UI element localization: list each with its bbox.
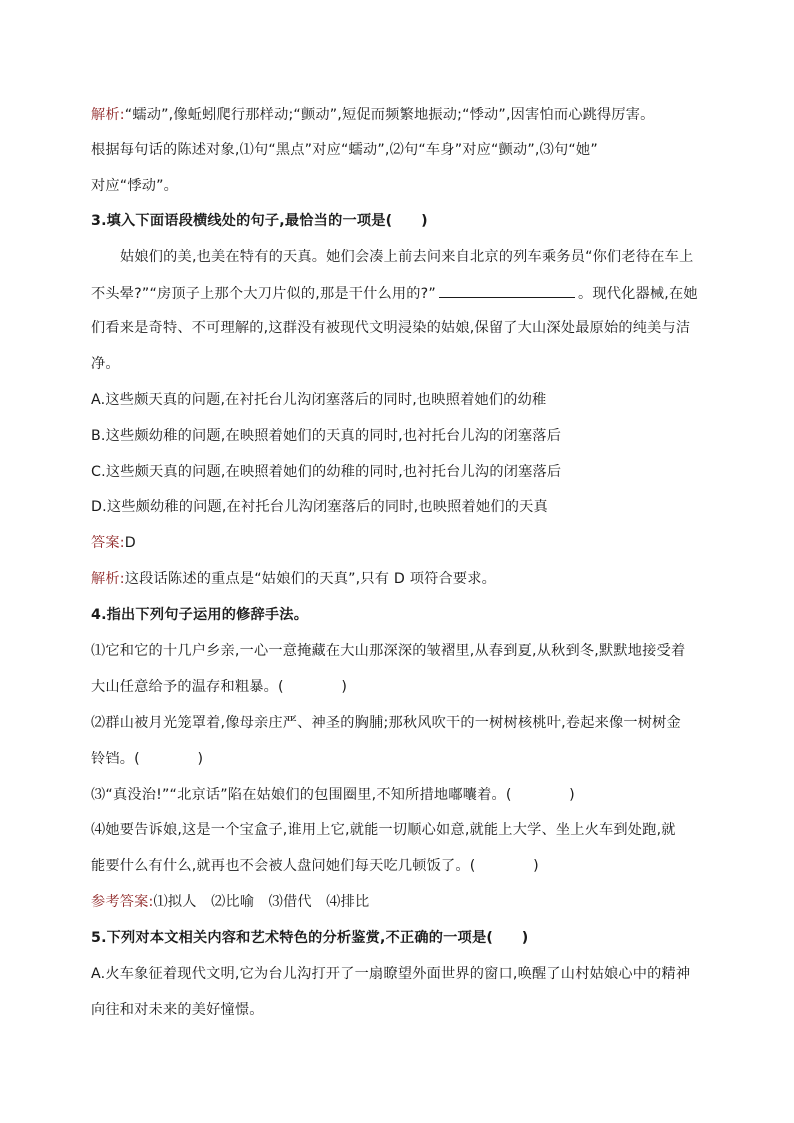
fill-blank: [439, 283, 575, 298]
passage-line: 不头晕?”“房顶子上那个大刀片似的,那是干什么用的?”: [91, 286, 436, 302]
sentence-line: 能要什么有什么,就再也不会被人盘问她们每天吃几顿饭了。( ): [91, 858, 539, 874]
analysis-text-line: 对应“悸动”。: [91, 178, 179, 194]
passage-line: 。现代化器械,在她: [577, 286, 698, 302]
passage-line: 们看来是奇特、不可理解的,这群没有被现代文明浸染的姑娘,保留了大山深处最原始的纯美与洁: [91, 320, 691, 336]
question-stem: 5.下列对本文相关内容和艺术特色的分析鉴赏,不正确的一项是( ): [91, 930, 529, 946]
sentence-line: ⑵群山被月光笼罩着,像母亲庄严、神圣的胸脯;那秋风吹干的一树树核桃叶,卷起来像一树树金: [91, 715, 681, 731]
sentence-line: 铃铛。( ): [91, 751, 204, 767]
analysis-text: 这段话陈述的重点是“姑娘们的天真”,只有 D 项符合要求。: [124, 571, 497, 587]
analysis-label: 解析:: [91, 107, 125, 123]
analysis-label: 解析:: [91, 571, 125, 587]
reference-answer-value: ⑴拟人 ⑵比喻 ⑶借代 ⑷排比: [153, 894, 370, 910]
option-a: A.火车象征着现代文明,它为台儿沟打开了一扇瞭望外面世界的窗口,唤醒了山村姑娘心中的精神: [91, 966, 691, 982]
option-d: D.这些颇幼稚的问题,在衬托台儿沟闭塞落后的同时,也映照着她们的天真: [91, 499, 548, 515]
sentence-line: ⑷她要告诉娘,这是一个宝盒子,谁用上它,就能一切顺心如意,就能上大学、坐上火车到处跑,就: [91, 822, 676, 838]
sentence-line: ⑴它和它的十几户乡亲,一心一意掩藏在大山那深深的皱褶里,从春到夏,从秋到冬,默默地接受着: [91, 643, 686, 659]
analysis-text-line: 根据每句话的陈述对象,⑴句“黑点”对应“蠕动”,⑵句“车身”对应“颤动”,⑶句“她”: [91, 142, 598, 158]
reference-answer-label: 参考答案:: [91, 894, 154, 910]
question-stem: 4.指出下列句子运用的修辞手法。: [91, 607, 309, 623]
option-a-continued: 向往和对未来的美好憧憬。: [91, 1002, 264, 1018]
option-c: C.这些颇天真的问题,在映照着她们的幼稚的同时,也衬托台儿沟的闭塞落后: [91, 464, 562, 480]
option-a: A.这些颇天真的问题,在衬托台儿沟闭塞落后的同时,也映照着她们的幼稚: [91, 392, 547, 408]
question-stem: 3.填入下面语段横线处的句子,最恰当的一项是( ): [91, 213, 428, 229]
answer-label: 答案:: [91, 535, 125, 551]
analysis-text-line: “蠕动”,像蚯蚓爬行那样动;“颤动”,短促而频繁地振动;“悸动”,因害怕而心跳得厉害。: [124, 107, 655, 123]
option-b: B.这些颇幼稚的问题,在映照着她们的天真的同时,也衬托台儿沟的闭塞落后: [91, 428, 562, 444]
sentence-line: ⑶“真没治!”“北京话”陷在姑娘们的包围圈里,不知所措地嘟囔着。( ): [91, 787, 575, 803]
passage-line: 净。: [91, 356, 120, 372]
passage-line: 姑娘们的美,也美在特有的天真。她们会凑上前去问来自北京的列车乘务员“你们老待在车上: [120, 249, 694, 265]
answer-value: D: [124, 535, 136, 551]
sentence-line: 大山任意给予的温存和粗暴。( ): [91, 679, 348, 695]
